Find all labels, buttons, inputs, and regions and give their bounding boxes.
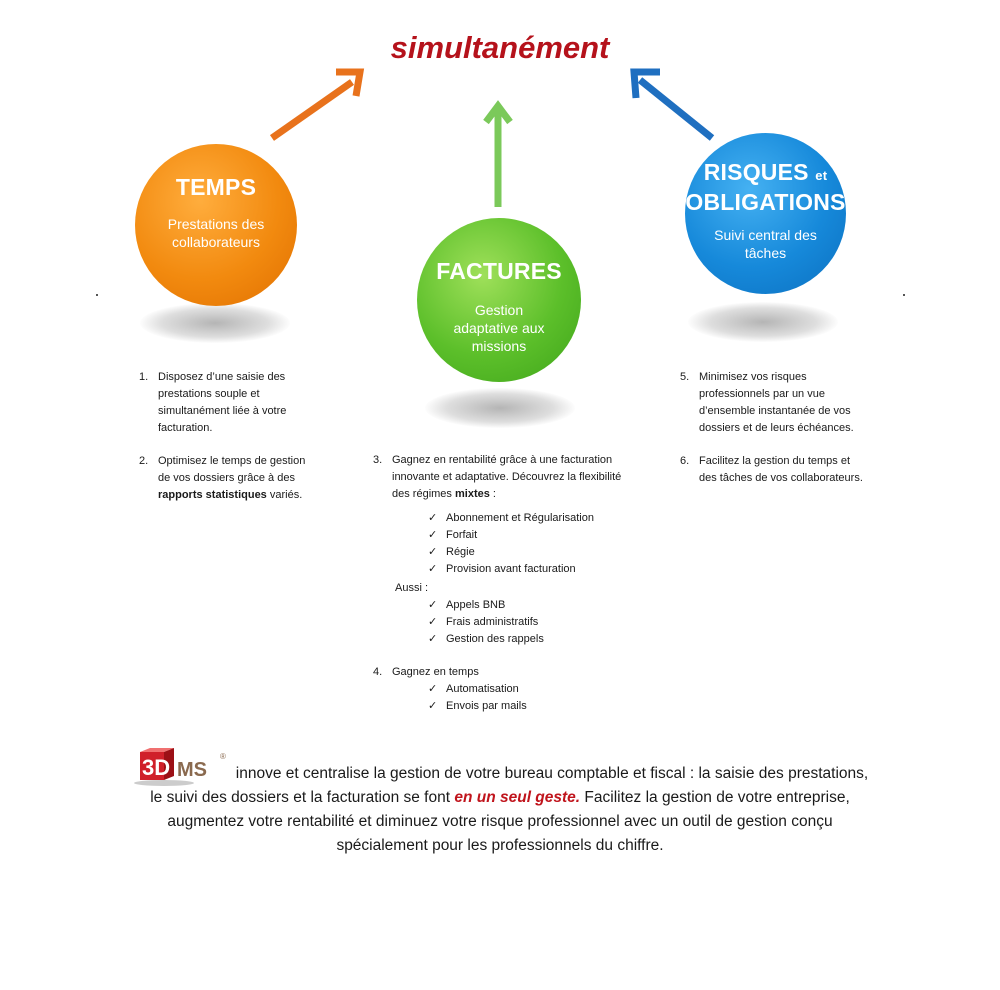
factures-subtitle: Gestion adaptative aux missions: [453, 302, 545, 354]
center-list: [373, 452, 643, 731]
list-line: des tâches de vos collaborateurs.: [699, 472, 863, 484]
check-item: ✓ Abonnement et Régularisation: [428, 510, 643, 527]
check-item: ✓ Frais administratifs: [428, 614, 643, 631]
factures-shadow: [425, 388, 575, 428]
factures-circle: [417, 218, 581, 382]
list-number: 4.: [373, 666, 383, 678]
check-item: ✓ Envois par mails: [428, 698, 643, 715]
list-item-5: [680, 369, 880, 437]
right-list: [680, 369, 880, 503]
risques-circle: [685, 133, 846, 294]
list-number: 5.: [680, 371, 690, 383]
left-list: [139, 369, 329, 520]
risques-subtitle: Suivi central des tâches: [714, 227, 817, 261]
check-list-2: [428, 597, 643, 648]
also-label: Aussi :: [395, 582, 429, 594]
list-item-3: [373, 452, 643, 648]
diagram-title: simultanément: [390, 30, 610, 65]
temps-subtitle: Prestations des collaborateurs: [167, 216, 265, 250]
3dms-logo: [132, 746, 232, 786]
check-list-3: [428, 681, 643, 715]
3dms-logo-graphic: [132, 746, 232, 786]
list-line: facturation.: [158, 422, 213, 434]
risques-shadow: [688, 302, 838, 342]
check-item: ✓ Provision avant facturation: [428, 561, 643, 578]
bold-text: rapports statistiques: [158, 489, 267, 501]
list-text: variés.: [266, 489, 303, 501]
list-line: Gagnez en rentabilité grâce à une facturation: [392, 454, 613, 466]
list-line: [392, 486, 643, 503]
orange-arrow: [272, 72, 360, 138]
list-item-6: [680, 453, 880, 487]
temps-shadow: [140, 303, 290, 343]
list-line: innovante et adaptative. Découvrez la flexibilité: [392, 471, 622, 483]
list-line: dossiers et de leurs échéances.: [699, 422, 854, 434]
risques-title-main: RISQUES: [703, 159, 809, 185]
list-number: 1.: [139, 371, 149, 383]
check-item: ✓ Gestion des rappels: [428, 631, 643, 648]
list-text: des régimes: [392, 488, 455, 500]
bold-text: mixtes: [454, 488, 490, 500]
list-number: 2.: [139, 455, 149, 467]
list-number: 3.: [373, 454, 383, 466]
green-arrow: [486, 106, 510, 207]
list-text: :: [489, 488, 496, 500]
factures-title: FACTURES: [436, 258, 562, 284]
list-item-2: [139, 453, 329, 504]
risques-title-small: et: [815, 168, 828, 183]
footer-paragraph: [130, 746, 870, 858]
list-line: simultanément liée à votre: [158, 405, 287, 417]
list-item-1: [139, 369, 329, 437]
logo-reg: ®: [219, 752, 226, 761]
logo-3d-text: 3D: [141, 755, 170, 780]
temps-circle: [135, 144, 297, 306]
list-line: [158, 487, 329, 504]
decorative-dot: [903, 294, 905, 296]
list-line: prestations souple et: [158, 388, 260, 400]
list-line: Facilitez la gestion du temps et: [699, 455, 851, 467]
list-line: Minimisez vos risques: [699, 371, 807, 383]
list-line: Disposez d’une saisie des: [158, 371, 286, 383]
risques-title: [685, 159, 846, 216]
check-item: ✓ Régie: [428, 544, 643, 561]
footer-text-1: innove et centralise la gestion de votre bureau comptable et fiscal : la saisie des prestations, le suivi des dossiers et la facturation se font: [150, 765, 869, 806]
footer-highlight: en un seul geste.: [454, 789, 581, 806]
risques-title-line2: OBLIGATIONS: [685, 189, 846, 215]
temps-title: TEMPS: [175, 174, 257, 200]
check-item: ✓ Appels BNB: [428, 597, 643, 614]
list-line: Optimisez le temps de gestion: [158, 455, 306, 467]
blue-arrow: [634, 72, 712, 138]
footer-text-2: Facilitez la gestion de votre entreprise, augmentez votre rentabilité et diminuez votre risque professionnel avec un outil de gestion conçu spécialement pour les professionnels du chiffre.: [167, 789, 850, 854]
list-line: d’ensemble instantanée de vos: [699, 405, 851, 417]
check-item: ✓ Forfait: [428, 527, 643, 544]
logo-ms-text: MS: [176, 759, 207, 781]
list-item-4: [373, 664, 643, 715]
list-line: de vos dossiers grâce à des: [158, 472, 295, 484]
list-line: Gagnez en temps: [392, 666, 479, 678]
check-item: ✓ Automatisation: [428, 681, 643, 698]
list-number: 6.: [680, 455, 690, 467]
decorative-dot: [96, 294, 98, 296]
check-list: [428, 510, 643, 578]
list-line: professionnels par un vue: [699, 388, 825, 400]
